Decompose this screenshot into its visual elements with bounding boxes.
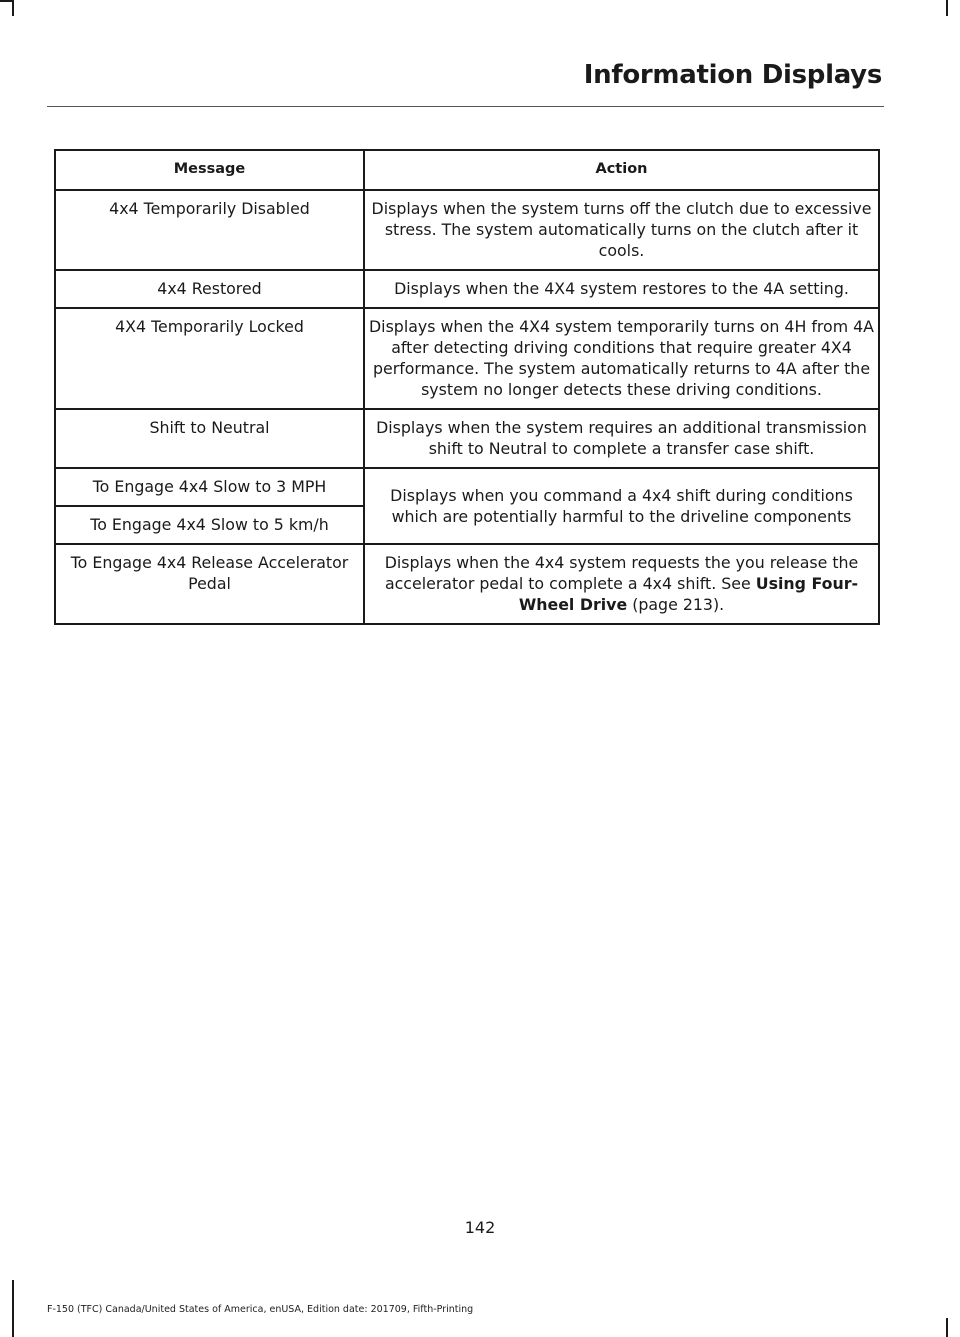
- message-cell: 4x4 Temporarily Disabled: [55, 190, 364, 270]
- action-cell: Displays when the system requires an additional transmission shift to Neutral to complete a transfer case shift.: [364, 409, 879, 468]
- crop-mark-top-left: [12, 0, 14, 16]
- column-header-message: Message: [55, 150, 364, 190]
- action-cell: Displays when the 4X4 system temporarily turns on 4H from 4A after detecting driving conditions that require greater 4X4 performance. The system automatically returns to 4A after the system no longer detects these driving conditions.: [364, 308, 879, 409]
- table-row: [55, 409, 879, 468]
- message-cell: To Engage 4x4 Slow to 5 km/h: [55, 506, 364, 544]
- footer-edition-info: F-150 (TFC) Canada/United States of America, enUSA, Edition date: 201709, Fifth-Printing: [47, 1304, 474, 1315]
- table-row: [55, 544, 879, 624]
- action-cell: Displays when the 4X4 system restores to the 4A setting.: [364, 270, 879, 308]
- action-cell: [364, 544, 879, 624]
- crop-mark-bottom-right: [946, 1318, 948, 1337]
- action-cell: Displays when you command a 4x4 shift during conditions which are potentially harmful to the driveline components: [364, 468, 879, 544]
- message-cell: 4X4 Temporarily Locked: [55, 308, 364, 409]
- table-header-row: [55, 150, 879, 190]
- crop-mark-bottom-left: [12, 1280, 14, 1337]
- message-cell: Shift to Neutral: [55, 409, 364, 468]
- action-cell: Displays when the system turns off the clutch due to excessive stress. The system automatically turns on the clutch after it cools.: [364, 190, 879, 270]
- table-row: [55, 190, 879, 270]
- header-divider: [47, 106, 884, 107]
- action-text: Displays when the 4x4 system requests the you release the accelerator pedal to complete a 4x4 shift. See: [384, 553, 859, 593]
- table-row: [55, 308, 879, 409]
- cross-reference-page: (page 213).: [632, 595, 725, 614]
- cross-reference-link[interactable]: Using Four-Wheel Drive: [518, 574, 859, 614]
- column-header-action: Action: [364, 150, 879, 190]
- crop-mark-top-right: [946, 0, 948, 16]
- message-cell: To Engage 4x4 Slow to 3 MPH: [55, 468, 364, 506]
- message-cell: To Engage 4x4 Release Accelerator Pedal: [55, 544, 364, 624]
- page-title: Information Displays: [583, 60, 882, 90]
- table-row: [55, 468, 879, 506]
- page-number: 142: [464, 1218, 496, 1237]
- message-table: [54, 149, 880, 625]
- message-cell: 4x4 Restored: [55, 270, 364, 308]
- table-row: [55, 270, 879, 308]
